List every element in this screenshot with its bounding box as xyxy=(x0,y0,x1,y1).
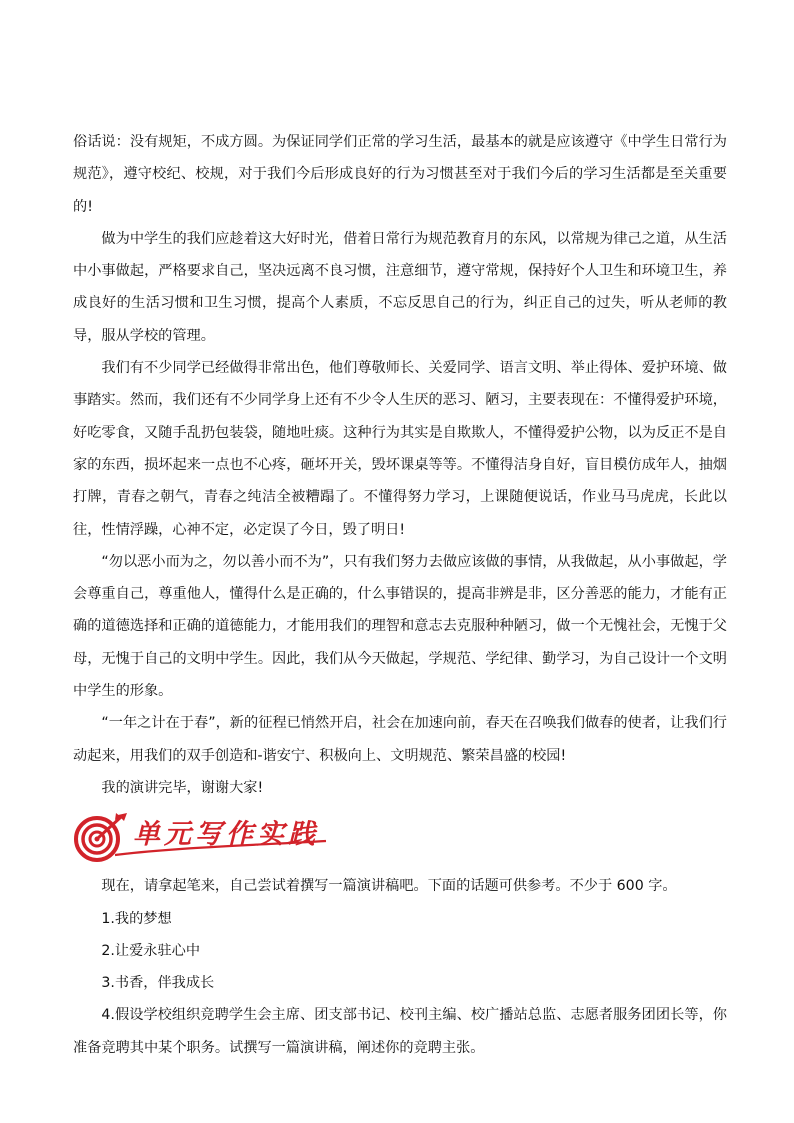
writing-intro: 现在，请拿起笔来，自己尝试着撰写一篇演讲稿吧。下面的话题可供参考。不少于 600 字。 xyxy=(101,878,677,895)
essay-paragraph-2: 做为中学生的我们应趁着这大好时光，借着日常行为规范教育月的东风，以常规为律己之道，从生活中小事做起，严格要求自己，坚决远离不良习惯，注意细节，遵守常规，保持好个人卫生和环境卫生，养成良好的生活习惯和卫生习惯，提高个人素质，不忘反思自己的行为，纠正自己的过失，听从老师的教导，服从学校的管理。 xyxy=(73,230,727,344)
writing-topic-3: 3.书香，伴我成长 xyxy=(101,975,215,992)
section-title: 单元写作实践 xyxy=(133,819,319,851)
essay-paragraph-1: 俗话说：没有规矩，不成方圆。为保证同学们正常的学习生活，最基本的就是应该遵守《中学生日常行为规范》，遵守校纪、校规，对于我们今后形成良好的行为习惯甚至对于我们今后的学习生活都是至关重要的! xyxy=(73,134,727,215)
section-banner xyxy=(71,811,727,863)
writing-topic-4: 4.假设学校组织竞聘学生会主席、团支部书记、校刊主编、校广播站总监、志愿者服务团团长等，你准备竞聘其中某个职务。试撰写一篇演讲稿，阐述你的竞聘主张。 xyxy=(73,1007,727,1056)
essay-paragraph-3: 我们有不少同学已经做得非常出色，他们尊敬师长、关爱同学、语言文明、举止得体、爱护环境、做事踏实。然而，我们还有不少同学身上还有不少令人生厌的恶习、陋习，主要表现在：不懂得爱护环境，好吃零食，又随手乱扔包装袋，随地吐痰。这种行为其实是自欺欺人，不懂得爱护公物，以为反正不是自家的东西，损坏起来一点也不心疼，砸坏开关，毁坏课桌等等。不懂得洁身自好，盲目模仿成年人，抽烟打牌，青春之朝气，青春之纯洁全被糟蹋了。不懂得努力学习，上课随便说话，作业马马虎虎，长此以往，性情浮躁，心神不定，必定误了今日，毁了明日! xyxy=(73,360,727,538)
document-content xyxy=(73,126,727,1064)
writing-topic-1: 1.我的梦想 xyxy=(101,910,172,927)
essay-paragraph-5: “一年之计在于春”，新的征程已悄然开启，社会在加速向前，春天在召唤我们做春的使者，让我们行动起来，用我们的双手创造和-谐安宁、积极向上、文明规范、繁荣昌盛的校园! xyxy=(73,715,727,764)
writing-task xyxy=(73,870,727,1064)
essay-paragraph-4: “勿以恶小而为之，勿以善小而不为”，只有我们努力去做应该做的事情，从我做起，从小事做起，学会尊重自己，尊重他人，懂得什么是正确的，什么事错误的，提高非辨是非，区分善恶的能力，才能有正确的道德选择和正确的道德能力，才能用我们的理智和意志去克服种种陋习，做一个无愧社会，无愧于父母，无愧于自己的文明中学生。因此，我们从今天做起，学规范、学纪律、勤学习，为自己设计一个文明中学生的形象。 xyxy=(73,553,727,700)
essay-closing: 我的演讲完毕，谢谢大家! xyxy=(101,779,264,796)
writing-topic-2: 2.让爱永驻心中 xyxy=(101,942,201,959)
